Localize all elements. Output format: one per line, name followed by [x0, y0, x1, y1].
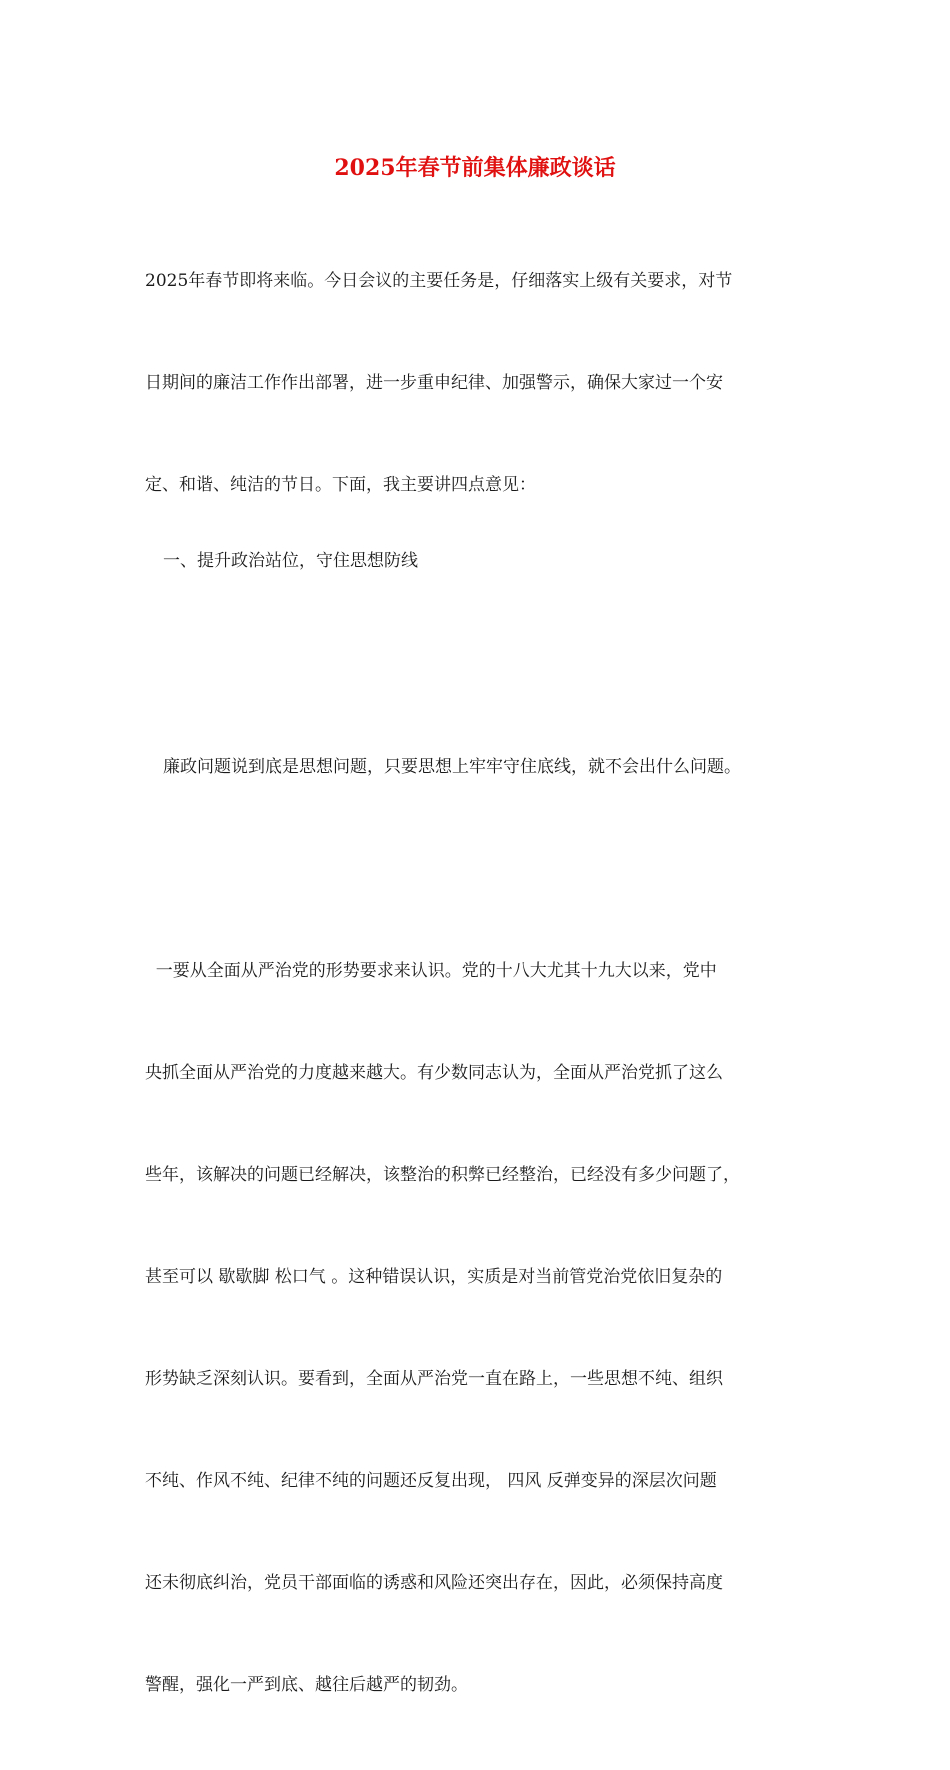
intro-line: 定、和谐、纯洁的节日。下面，我主要讲四点意见： — [145, 475, 536, 495]
document-title: 2025年春节前集体廉政谈话 — [334, 155, 616, 181]
body-line: 甚至可以 歇歇脚 松口气 。这种错误认识，实质是对当前管党治党依旧复杂的 — [145, 1267, 723, 1287]
body-line: 央抓全面从严治党的力度越来越大。有少数同志认为，全面从严治党抓了这么 — [145, 1063, 723, 1083]
lead-text: 廉政问题说到底是思想问题，只要思想上牢牢守住底线，就不会出什么问题。 — [163, 757, 741, 777]
body-line: 还未彻底纠治，党员干部面临的诱惑和风险还突出存在，因此，必须保持高度 — [145, 1573, 723, 1593]
section-heading-text: 一、提升政治站位，守住思想防线 — [163, 551, 418, 571]
section-heading — [145, 476, 823, 646]
body-line: 形势缺乏深刻认识。要看到，全面从严治党一直在路上，一些思想不纯、组织 — [145, 1369, 723, 1389]
body-line: 些年，该解决的问题已经解决，该整治的积弊已经整治，已经没有多少问题了， — [145, 1165, 740, 1185]
body-paragraph — [145, 886, 805, 1770]
intro-line: 日期间的廉洁工作作出部署，进一步重申纪律、加强警示，确保大家过一个安 — [145, 373, 723, 393]
intro-line: 2025年春节即将来临。今日会议的主要任务是，仔细落实上级有关要求，对节 — [145, 271, 733, 291]
lead-paragraph — [145, 682, 823, 852]
body-line: 一要从全面从严治党的形势要求来认识。党的十八大尤其十九大以来，党中 — [145, 961, 717, 981]
body-line: 警醒，强化一严到底、越往后越严的韧劲。 — [145, 1675, 468, 1695]
body-line: 不纯、作风不纯、纪律不纯的问题还反复出现， 四风 反弹变异的深层次问题 — [145, 1471, 717, 1491]
